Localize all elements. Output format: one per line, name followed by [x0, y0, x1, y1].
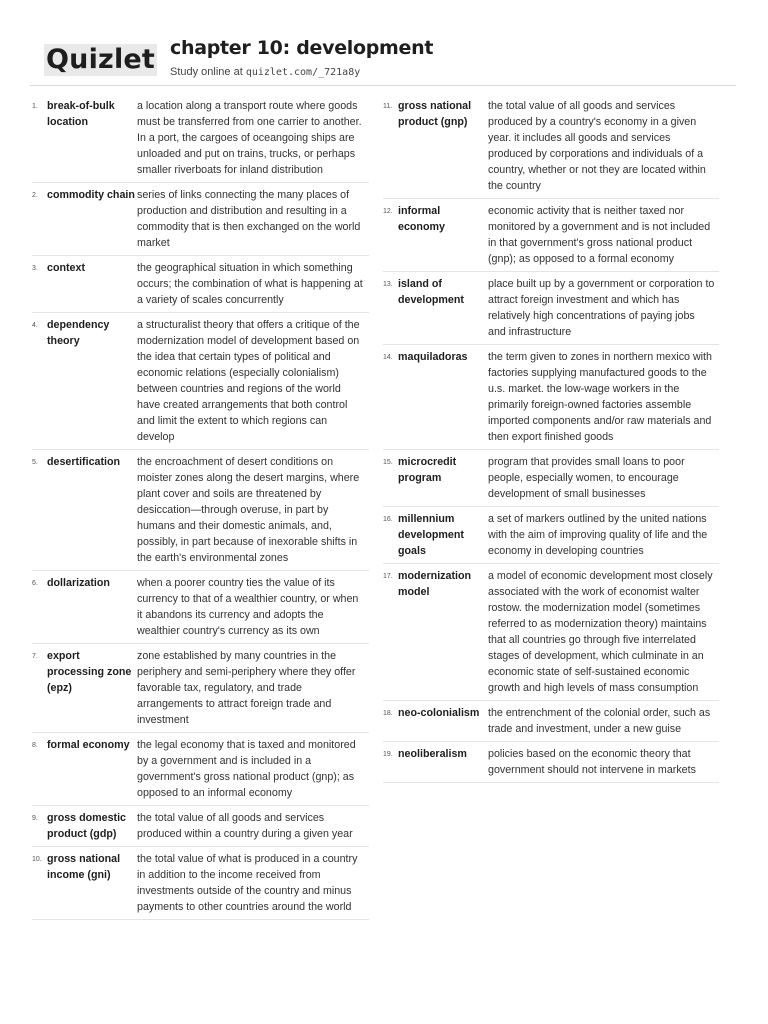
header-divider	[30, 85, 736, 86]
term-entry	[32, 644, 369, 733]
entry-term: neoliberalism	[398, 748, 467, 760]
entry-definition: zone established by many countries in the periphery and semi-periphery where they offer favorable tax, regulatory, and trade arrangements to attract foreign trade and investment	[137, 650, 356, 726]
term-entry	[383, 742, 719, 783]
entry-definition: series of links connecting the many places of production and distribution and resulting in a commodity that is then exchanged on the world market	[137, 189, 361, 249]
entry-term: dependency theory	[47, 319, 110, 347]
entry-number: 12.	[383, 208, 393, 215]
right-term-column	[383, 94, 719, 783]
study-online-line	[170, 66, 360, 78]
entry-definition: a model of economic development most closely associated with the work of economist walter rostow. the modernization model (sometimes referred to as modernization theory) maintains that all countries go through five interrelated stages of development, which culminate in an economic state of self-sustained economic growth and high levels of mass consumption	[488, 570, 713, 694]
term-entry	[383, 564, 719, 701]
entry-definition: a structuralist theory that offers a critique of the modernization model of development based on the idea that certain types of political and economic relations (especially colonialism) between countries and regions of the world have created arrangements that both control and limit the extent to which regions can develop	[137, 319, 360, 443]
study-online-label: Study online at	[170, 66, 246, 78]
entry-number: 1.	[32, 103, 38, 110]
entry-number: 19.	[383, 751, 393, 758]
term-entry	[383, 701, 719, 742]
term-entry	[383, 507, 719, 564]
entry-term: microcredit program	[398, 456, 457, 484]
entry-definition: the total value of all goods and services produced within a country during a given year	[137, 812, 353, 840]
entry-number: 13.	[383, 281, 393, 288]
entry-number: 10.	[32, 856, 42, 863]
entry-number: 5.	[32, 459, 38, 466]
term-entry	[32, 313, 369, 450]
entry-definition: a set of markers outlined by the united nations with the aim of improving quality of life and the economy in developing countries	[488, 513, 708, 557]
entry-term: informal economy	[398, 205, 445, 233]
entry-definition: the geographical situation in which something occurs; the combination of what is happening at a variety of scales concurrently	[137, 262, 363, 306]
quizlet-logo[interactable]: Quizlet	[46, 44, 156, 75]
entry-definition: the entrenchment of the colonial order, such as trade and investment, under a new guise	[488, 707, 711, 735]
page-header	[0, 0, 768, 86]
entry-term: gross national product (gnp)	[398, 100, 472, 128]
entry-number: 18.	[383, 710, 393, 717]
entry-term: break-of-bulk location	[47, 100, 115, 128]
entry-number: 15.	[383, 459, 393, 466]
entry-number: 3.	[32, 265, 38, 272]
term-entry	[383, 450, 719, 507]
entry-number: 9.	[32, 815, 38, 822]
entry-term: gross domestic product (gdp)	[47, 812, 126, 840]
entry-number: 17.	[383, 573, 393, 580]
entry-term: island of development	[398, 278, 464, 306]
entry-term: modernization model	[398, 570, 472, 598]
entry-number: 8.	[32, 742, 38, 749]
entry-definition: policies based on the economic theory that government should not intervene in markets	[488, 748, 696, 776]
entry-term: neo-colonialism	[398, 707, 480, 719]
entry-number: 2.	[32, 192, 38, 199]
term-entry	[32, 733, 369, 806]
entry-number: 16.	[383, 516, 393, 523]
term-entry	[32, 450, 369, 571]
term-entry	[383, 272, 719, 345]
entry-definition: place built up by a government or corporation to attract foreign investment and which has relatively high concentrations of paying jobs and infrastructure	[488, 278, 715, 338]
entry-number: 6.	[32, 580, 38, 587]
entry-definition: the legal economy that is taxed and monitored by a government and is included in a government's gross national product (gnp); as opposed to an informal economy	[137, 739, 356, 799]
entry-term: formal economy	[47, 739, 130, 751]
entry-definition: the total value of all goods and services produced by a country's economy in a given year. it includes all goods and services produced by corporations and individuals of a country, whether or not they are located within the country	[488, 100, 706, 192]
entry-term: context	[47, 262, 86, 274]
entry-number: 4.	[32, 322, 38, 329]
entry-term: gross national income (gni)	[47, 853, 121, 881]
page-title: chapter 10: development	[170, 37, 434, 59]
term-entry	[32, 806, 369, 847]
entry-term: desertification	[47, 456, 121, 468]
entry-number: 14.	[383, 354, 393, 361]
entry-definition: the total value of what is produced in a country in addition to the income received from investments outside of the country and minus payments to other countries around the world	[137, 853, 358, 913]
entry-term: maquiladoras	[398, 351, 468, 363]
term-entry	[383, 94, 719, 199]
term-entry	[383, 345, 719, 450]
entry-definition: when a poorer country ties the value of its currency to that of a wealthier country, or when it abandons its currency and adopts the wealthier country's currency as its own	[137, 577, 359, 637]
term-entry	[383, 199, 719, 272]
entry-term: dollarization	[47, 577, 110, 589]
entry-term: commodity chain	[47, 189, 135, 201]
entry-definition: a location along a transport route where goods must be transferred from one carrier to another. In a port, the cargoes of oceangoing ships are unloaded and put on trains, trucks, or perhaps smaller riverboats for inland distribution	[137, 100, 362, 176]
term-entry	[32, 183, 369, 256]
term-entry	[32, 94, 369, 183]
entry-term: export processing zone (epz)	[47, 650, 132, 694]
entry-definition: program that provides small loans to poor people, especially women, to encourage development of small businesses	[488, 456, 685, 500]
entry-number: 7.	[32, 653, 38, 660]
term-entry	[32, 256, 369, 313]
term-entry	[32, 847, 369, 920]
entry-number: 11.	[383, 103, 393, 110]
term-entry	[32, 571, 369, 644]
entry-term: millennium development goals	[398, 513, 464, 557]
entry-definition: the encroachment of desert conditions on moister zones along the desert margins, where plant cover and soils are threatened by desiccation—through overuse, in part by humans and their domestic animals, and, possibly, in part because of inexorable shifts in the earth's environmental zones	[137, 456, 360, 564]
entry-definition: economic activity that is neither taxed nor monitored by a government and is not included in that government's gross national product (gnp); as opposed to a formal economy	[488, 205, 711, 265]
left-term-column	[32, 94, 369, 920]
study-url-link[interactable]: quizlet.com/_721a8y	[245, 67, 361, 78]
entry-definition: the term given to zones in northern mexico with factories supplying manufactured goods to the u.s. market. the low-wage workers in the primarily foreign-owned factories assemble imported components and/or raw materials and then export finished goods	[488, 351, 712, 443]
